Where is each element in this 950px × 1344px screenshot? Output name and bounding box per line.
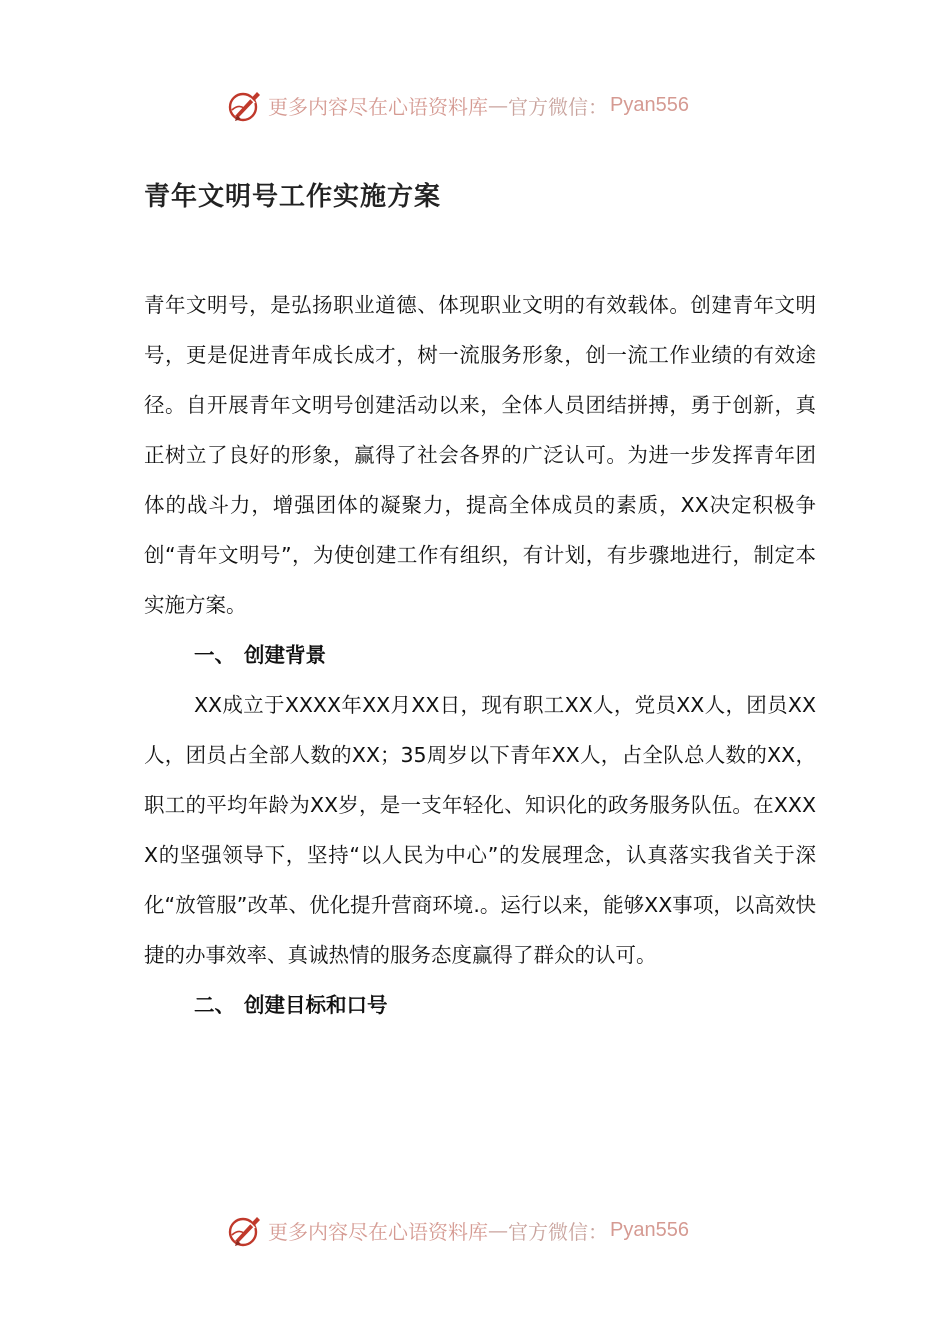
watermark-separator: — bbox=[488, 1218, 508, 1242]
intro-paragraph: 青年文明号，是弘扬职业道德、体现职业文明的有效载体。创建青年文明号，更是促进青年成长成才，树一流服务形象，创一流工作业绩的有效途径。自开展青年文明号创建活动以来，全体人员团结拼搏，勇于创新，真正树立了良好的形象，赢得了社会各界的广泛认可。为进一步发挥青年团体的战斗力，增强团体的凝聚力，提高全体成员的素质，XX决定积极争创“青年文明号”，为使创建工作有组织，有计划，有步骤地进行，制定本实施方案。 bbox=[144, 293, 816, 617]
quill-pen-logo-icon bbox=[226, 86, 264, 124]
background-paragraph: XX成立于XXXX年XX月XX日，现有职工XX人，党员XX人，团员XX人，团员占全部人数的XX；35周岁以下青年XX人，占全队总人数的XX，职工的平均年龄为XX岁，是一支年轻化、知识化的政务服务队伍。在XXXX的坚强领导下，坚持“以人民为中心”的发展理念，认真落实我省关于深化“放管服”改革、优化提升营商环境.。运行以来，能够XX事项，以高效快捷的办事效率、真诚热情的服务态度赢得了群众的认可。 bbox=[144, 693, 816, 967]
document-title: 青年文明号工作实施方案 bbox=[144, 182, 442, 212]
watermark-contact-label: 官方微信： bbox=[508, 1219, 608, 1244]
watermark-text: 更多内容尽在心语资料库 bbox=[268, 94, 488, 119]
section-heading-goals bbox=[144, 980, 816, 1030]
section-number: 一、 bbox=[194, 643, 235, 667]
watermark-banner-top bbox=[226, 85, 689, 125]
section-title: 创建背景 bbox=[244, 643, 326, 667]
watermark-separator: — bbox=[488, 93, 508, 117]
watermark-contact-id: Pyan556 bbox=[610, 93, 689, 116]
quill-pen-logo-icon bbox=[226, 1211, 264, 1249]
watermark-contact-id: Pyan556 bbox=[610, 1218, 689, 1241]
section-number: 二、 bbox=[194, 993, 235, 1017]
document-body bbox=[144, 280, 816, 1030]
section-heading-background bbox=[144, 630, 816, 680]
watermark-text: 更多内容尽在心语资料库 bbox=[268, 1219, 488, 1244]
watermark-banner-bottom bbox=[226, 1210, 689, 1250]
section-title: 创建目标和口号 bbox=[244, 993, 388, 1017]
watermark-contact-label: 官方微信： bbox=[508, 94, 608, 119]
